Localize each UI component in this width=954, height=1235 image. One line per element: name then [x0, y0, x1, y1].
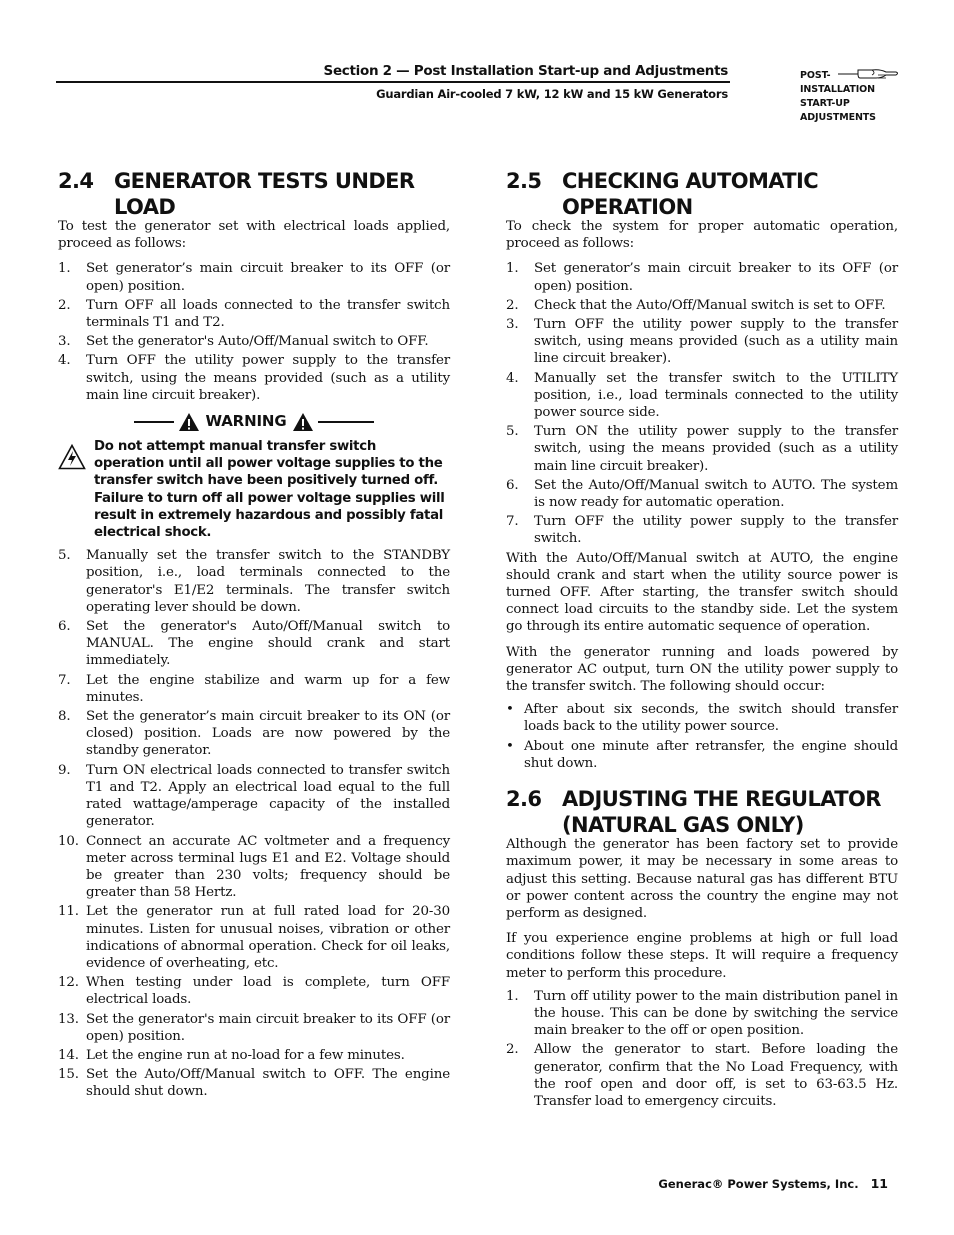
list-item	[58, 974, 450, 1008]
bullet-icon: •	[506, 738, 514, 754]
step-text: Turn off utility power to the main distribution panel in the house. This can be done by switching the service main breaker to the off or open position.	[534, 988, 898, 1039]
list-item	[58, 833, 450, 902]
list-item	[58, 903, 450, 972]
step-number: 6.	[58, 619, 71, 635]
steps-list-a	[58, 260, 450, 404]
step-text: Turn ON electrical loads connected to transfer switch T1 and T2. Apply an electrical load equal to the full rated wattage/amperage capacity of the installed generator.	[86, 762, 450, 830]
page-footer	[0, 1176, 888, 1191]
title-line-2: OPERATION	[562, 195, 693, 219]
steps-list-b	[58, 547, 450, 1100]
list-item	[506, 738, 898, 772]
steps-list	[506, 988, 898, 1110]
list-item	[506, 423, 898, 475]
step-number: 13.	[58, 1011, 79, 1027]
list-item	[506, 988, 898, 1040]
electrical-hazard-icon	[58, 438, 94, 541]
rule-left	[134, 421, 174, 423]
warning-label: WARNING	[205, 412, 287, 431]
tab-line-4: ADJUSTMENTS	[800, 112, 876, 123]
title-line-1: CHECKING AUTOMATIC	[562, 169, 819, 193]
step-text: Set the generator's Auto/Off/Manual switch to OFF.	[86, 334, 429, 350]
list-item	[58, 297, 450, 331]
step-text: Set the Auto/Off/Manual switch to OFF. The engine should shut down.	[86, 1067, 450, 1100]
step-number: 7.	[58, 672, 71, 688]
step-text: Turn OFF the utility power supply to the transfer switch, using means provided (such as a utility main line circuit breaker).	[534, 317, 898, 367]
section-2-5-heading	[506, 168, 898, 220]
step-number: 1.	[506, 261, 519, 277]
step-text: Set generator’s main circuit breaker to its OFF (or open) position.	[86, 261, 450, 294]
list-item	[58, 547, 450, 616]
step-text: Set generator’s main circuit breaker to its OFF (or open) position.	[534, 261, 898, 294]
list-item	[506, 297, 898, 314]
warning-triangle-icon	[178, 412, 200, 432]
step-text: Turn ON the utility power supply to the transfer switch, using the means provided (such as a utility main line circuit breaker).	[534, 424, 898, 474]
step-text: When testing under load is complete, turn OFF electrical loads.	[86, 975, 450, 1008]
bullet-list	[506, 701, 898, 772]
step-text: Manually set the transfer switch to the STANDBY position, i.e., load terminals connected to the generator's E1/E2 terminals. The transfer switch operating lever should be down.	[86, 548, 450, 615]
step-number: 5.	[506, 424, 519, 440]
section-number: 2.6	[506, 787, 542, 812]
step-number: 1.	[58, 261, 71, 277]
step-number: 2.	[58, 297, 71, 313]
step-number: 9.	[58, 762, 71, 778]
step-text: Set the Auto/Off/Manual switch to AUTO. The system is now ready for automatic operation.	[534, 477, 898, 511]
list-item	[506, 316, 898, 368]
step-text: Turn OFF the utility power supply to the transfer switch.	[534, 514, 898, 547]
intro-paragraph: To check the system for proper automatic operation, proceed as follows:	[506, 219, 898, 252]
step-number: 11.	[58, 904, 79, 920]
warning-triangle-icon	[292, 412, 314, 432]
list-item	[58, 762, 450, 831]
step-number: 3.	[506, 317, 519, 333]
rule-right	[318, 421, 374, 423]
step-text: Set the generator's main circuit breaker to its OFF (or open) position.	[86, 1011, 450, 1044]
paragraph: With the Auto/Off/Manual switch at AUTO, the engine should crank and start when the utility source power is turned OFF. After starting, the transfer switch should connect load circuits to the standby side. Let the system go through its entire automatic sequence of operation.	[506, 550, 898, 635]
page-number: 11	[870, 1176, 888, 1191]
tab-line-3: START-UP	[800, 98, 850, 109]
step-number: 2.	[506, 1042, 519, 1058]
header-rule	[56, 81, 730, 83]
step-number: 6.	[506, 477, 519, 493]
warning-box	[58, 438, 450, 541]
paragraph: With the generator running and loads powered by generator AC output, turn ON the utility power supply to the transfer switch. The following should occur:	[506, 644, 898, 695]
list-item	[58, 260, 450, 294]
section-number: 2.5	[506, 169, 542, 193]
list-item	[506, 477, 898, 511]
intro-paragraph: To test the generator set with electrical loads applied, proceed as follows:	[58, 219, 450, 252]
list-item	[58, 352, 450, 404]
step-number: 14.	[58, 1047, 79, 1063]
bullet-text: After about six seconds, the switch should transfer loads back to the utility power source.	[524, 702, 898, 735]
step-text: Check that the Auto/Off/Manual switch is set to OFF.	[534, 297, 886, 313]
step-text: Set the generator’s main circuit breaker to its ON (or closed) position. Loads are now powered by the standby generator.	[86, 709, 450, 759]
step-number: 3.	[58, 334, 71, 350]
list-item	[58, 1047, 450, 1064]
list-item	[506, 1041, 898, 1110]
step-text: Set the generator's Auto/Off/Manual switch to MANUAL. The engine should crank and start immediately.	[86, 619, 450, 669]
step-text: Manually set the transfer switch to the UTILITY position, i.e., load terminals connected to the utility power source side.	[534, 370, 898, 421]
step-number: 1.	[506, 988, 519, 1004]
step-text: Allow the generator to start. Before loading the generator, confirm that the No Load Frequency, with the roof open and door off, is set to 63-63.5 Hz. Transfer load to emergency circuits.	[534, 1042, 898, 1109]
warning-heading	[58, 412, 450, 432]
section-title: GENERATOR TESTS UNDER LOAD	[114, 169, 415, 219]
list-item	[506, 701, 898, 735]
step-number: 10.	[58, 833, 79, 849]
step-number: 5.	[58, 548, 71, 564]
section-number: 2.4	[58, 169, 94, 193]
list-item	[506, 260, 898, 294]
running-header-section: Section 2 — Post Installation Start-up and Adjustments	[323, 63, 728, 79]
step-number: 7.	[506, 514, 519, 530]
section-title	[562, 786, 881, 838]
step-text: Let the engine stabilize and warm up for a few minutes.	[86, 672, 450, 705]
step-text: Connect an accurate AC voltmeter and a frequency meter across terminal lugs E1 and E2. Voltage should be greater than 230 volts; frequency should be greater than 58 Hertz.	[86, 833, 450, 901]
tab-line-1: POST-	[800, 70, 831, 81]
right-column	[506, 168, 898, 1112]
list-item	[506, 370, 898, 422]
title-line-2: (NATURAL GAS ONLY)	[562, 813, 804, 838]
step-number: 4.	[506, 370, 519, 386]
warning-text: Do not attempt manual transfer switch operation until all power voltage supplies to the transfer switch have been positively turned off. Failure to turn off all power voltage supplies will result in extremely hazardous and possibly fatal electrical shock.	[94, 439, 445, 541]
left-column	[58, 168, 450, 1103]
step-number: 12.	[58, 975, 79, 991]
section-tab	[800, 69, 876, 125]
step-number: 2.	[506, 297, 519, 313]
list-item	[506, 513, 898, 547]
section-2-6-heading	[506, 786, 898, 838]
section-title	[562, 168, 818, 220]
steps-list	[506, 260, 898, 547]
step-text: Turn OFF all loads connected to the transfer switch terminals T1 and T2.	[86, 297, 450, 331]
list-item	[58, 672, 450, 706]
list-item	[58, 708, 450, 760]
tab-line-2: INSTALLATION	[800, 84, 875, 95]
list-item	[58, 333, 450, 350]
section-2-4-heading	[58, 168, 450, 220]
list-item	[58, 1011, 450, 1045]
bullet-icon: •	[506, 702, 514, 718]
step-text: Turn OFF the utility power supply to the transfer switch, using the means provided (such as a utility main line circuit breaker).	[86, 353, 450, 403]
running-header-subtitle: Guardian Air-cooled 7 kW, 12 kW and 15 kW Generators	[376, 87, 728, 101]
step-number: 8.	[58, 709, 71, 725]
paragraph: If you experience engine problems at high or full load conditions follow these steps. It will require a frequency meter to perform this procedure.	[506, 931, 898, 981]
step-number: 15.	[58, 1067, 79, 1083]
footer-company: Generac® Power Systems, Inc.	[658, 1177, 859, 1191]
step-text: Let the generator run at full rated load for 20-30 minutes. Listen for unusual noises, vibration or other indications of abnormal operation. Check for oil leaks, evidence of overheating, etc.	[86, 904, 450, 971]
paragraph: Although the generator has been factory set to provide maximum power, it may be necessary in some areas to adjust this setting. Because natural gas has different BTU or power content across the country the engine may not perform as designed.	[506, 837, 898, 921]
list-item	[58, 1066, 450, 1100]
title-line-1: ADJUSTING THE REGULATOR	[562, 787, 881, 812]
step-number: 4.	[58, 353, 71, 369]
list-item	[58, 618, 450, 670]
pointing-hand-icon	[836, 66, 900, 82]
step-text: Let the engine run at no-load for a few minutes.	[86, 1047, 405, 1063]
bullet-text: About one minute after retransfer, the engine should shut down.	[524, 738, 898, 771]
